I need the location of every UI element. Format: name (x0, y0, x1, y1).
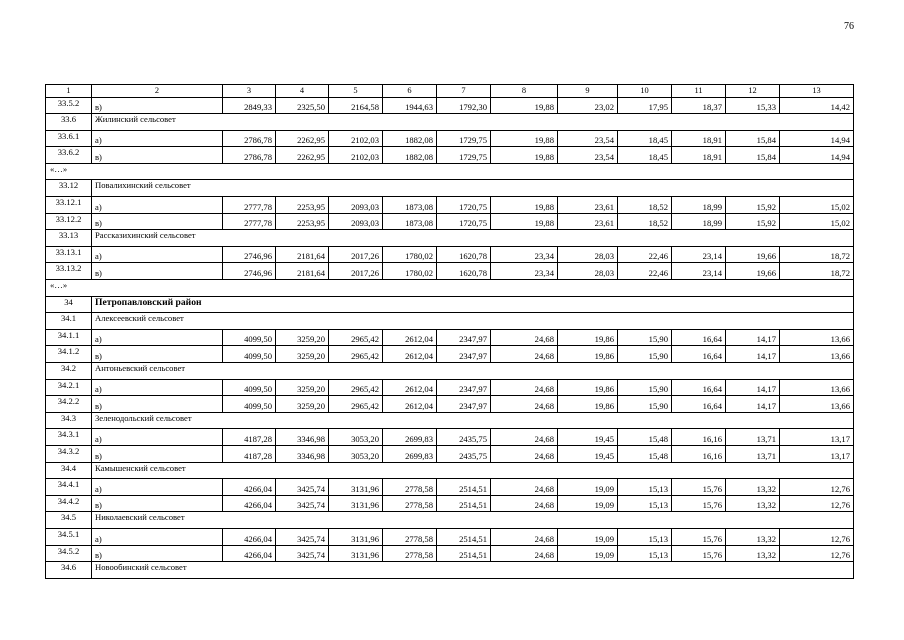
value-cell: 15,13 (618, 495, 672, 512)
page-number: 76 (844, 21, 854, 32)
section-name: Повалихинский сельсовет (92, 180, 854, 197)
value-cell: 4266,04 (223, 495, 276, 512)
value-cell: 3425,74 (276, 545, 329, 562)
value-cell: 13,32 (726, 479, 780, 496)
value-cell: 15,92 (726, 213, 780, 230)
column-number-cell: 7 (437, 85, 491, 98)
table-row (46, 396, 854, 413)
row-label: в) (92, 545, 223, 562)
value-cell: 2164,58 (329, 97, 383, 114)
row-code: 33.12.1 (46, 197, 92, 214)
row-label: а) (92, 528, 223, 545)
value-cell: 24,68 (491, 396, 558, 413)
row-code: 33.5.2 (46, 97, 92, 114)
value-cell: 18,72 (780, 263, 854, 280)
value-cell: 2514,51 (437, 479, 491, 496)
row-label: а) (92, 329, 223, 346)
value-cell: 15,84 (726, 130, 780, 147)
value-cell: 15,92 (726, 197, 780, 214)
value-cell: 23,14 (672, 263, 726, 280)
column-number-cell: 12 (726, 85, 780, 98)
column-number-cell: 2 (92, 85, 223, 98)
value-cell: 19,86 (558, 329, 618, 346)
table-row (46, 479, 854, 496)
council-header-row (46, 114, 854, 131)
row-code: 34.3.1 (46, 429, 92, 446)
table-row (46, 147, 854, 164)
value-cell: 13,32 (726, 545, 780, 562)
value-cell: 16,64 (672, 396, 726, 413)
council-header-row (46, 230, 854, 247)
value-cell: 2786,78 (223, 130, 276, 147)
value-cell: 16,64 (672, 346, 726, 363)
value-cell: 19,88 (491, 147, 558, 164)
column-number-cell: 13 (780, 85, 854, 98)
value-cell: 15,13 (618, 479, 672, 496)
value-cell: 2093,03 (329, 197, 383, 214)
table-row (46, 528, 854, 545)
value-cell: 2746,96 (223, 246, 276, 263)
value-cell: 1873,08 (383, 197, 437, 214)
row-label: а) (92, 479, 223, 496)
value-cell: 18,99 (672, 213, 726, 230)
value-cell: 2435,75 (437, 445, 491, 462)
value-cell: 2778,58 (383, 528, 437, 545)
value-cell: 3131,96 (329, 545, 383, 562)
value-cell: 24,68 (491, 445, 558, 462)
value-cell: 15,76 (672, 545, 726, 562)
value-cell: 1620,78 (437, 246, 491, 263)
value-cell: 15,76 (672, 479, 726, 496)
column-number-cell: 3 (223, 85, 276, 98)
value-cell: 15,02 (780, 213, 854, 230)
row-code: 34.2.1 (46, 379, 92, 396)
value-cell: 24,68 (491, 545, 558, 562)
value-cell: 23,61 (558, 197, 618, 214)
section-name: Жилинский сельсовет (92, 114, 854, 131)
value-cell: 2181,64 (276, 263, 329, 280)
row-code: 34.2.2 (46, 396, 92, 413)
row-code: 34.4.1 (46, 479, 92, 496)
section-code: 34.5 (46, 512, 92, 529)
table-row (46, 379, 854, 396)
district-header-row (46, 296, 854, 313)
value-cell: 24,68 (491, 495, 558, 512)
table-row (46, 246, 854, 263)
row-code: 34.1.2 (46, 346, 92, 363)
value-cell: 3259,20 (276, 396, 329, 413)
value-cell: 14,17 (726, 396, 780, 413)
section-name: Новообинский сельсовет (92, 562, 854, 579)
value-cell: 2017,26 (329, 246, 383, 263)
tariff-table (45, 84, 854, 579)
value-cell: 19,88 (491, 130, 558, 147)
row-label: а) (92, 130, 223, 147)
value-cell: 16,16 (672, 429, 726, 446)
section-code: 33.12 (46, 180, 92, 197)
value-cell: 18,45 (618, 147, 672, 164)
value-cell: 3346,98 (276, 445, 329, 462)
value-cell: 13,32 (726, 495, 780, 512)
council-header-row (46, 180, 854, 197)
value-cell: 2017,26 (329, 263, 383, 280)
table-row (46, 545, 854, 562)
value-cell: 15,84 (726, 147, 780, 164)
section-code: 34.6 (46, 562, 92, 579)
value-cell: 18,99 (672, 197, 726, 214)
value-cell: 14,94 (780, 130, 854, 147)
value-cell: 2435,75 (437, 429, 491, 446)
row-label: а) (92, 379, 223, 396)
value-cell: 2612,04 (383, 396, 437, 413)
value-cell: 2253,95 (276, 213, 329, 230)
value-cell: 24,68 (491, 379, 558, 396)
value-cell: 14,42 (780, 97, 854, 114)
value-cell: 15,90 (618, 329, 672, 346)
table-row (46, 346, 854, 363)
value-cell: 3259,20 (276, 379, 329, 396)
row-code: 33.12.2 (46, 213, 92, 230)
value-cell: 15,33 (726, 97, 780, 114)
value-cell: 3259,20 (276, 346, 329, 363)
value-cell: 1729,75 (437, 130, 491, 147)
value-cell: 4187,28 (223, 445, 276, 462)
value-cell: 2102,03 (329, 147, 383, 164)
value-cell: 24,68 (491, 429, 558, 446)
value-cell: 14,17 (726, 379, 780, 396)
value-cell: 24,68 (491, 528, 558, 545)
value-cell: 13,66 (780, 346, 854, 363)
value-cell: 4099,50 (223, 396, 276, 413)
column-number-cell: 5 (329, 85, 383, 98)
section-name: Антоньевский сельсовет (92, 363, 854, 380)
omission-marker: «…» (46, 163, 854, 180)
row-label: в) (92, 263, 223, 280)
value-cell: 1620,78 (437, 263, 491, 280)
value-cell: 12,76 (780, 545, 854, 562)
column-number-row (46, 85, 854, 98)
value-cell: 23,54 (558, 130, 618, 147)
section-code: 34.4 (46, 462, 92, 479)
value-cell: 3131,96 (329, 528, 383, 545)
council-header-row (46, 412, 854, 429)
value-cell: 2746,96 (223, 263, 276, 280)
section-code: 33.13 (46, 230, 92, 247)
row-code: 34.5.2 (46, 545, 92, 562)
value-cell: 3053,20 (329, 445, 383, 462)
value-cell: 3346,98 (276, 429, 329, 446)
value-cell: 19,45 (558, 445, 618, 462)
value-cell: 13,32 (726, 528, 780, 545)
section-code: 34.1 (46, 313, 92, 330)
column-number-cell: 6 (383, 85, 437, 98)
section-name: Зеленодольский сельсовет (92, 412, 854, 429)
table-row (46, 130, 854, 147)
value-cell: 3131,96 (329, 479, 383, 496)
table-row (46, 213, 854, 230)
omission-marker: «…» (46, 280, 854, 297)
value-cell: 2778,58 (383, 479, 437, 496)
row-code: 34.3.2 (46, 445, 92, 462)
table-row (46, 97, 854, 114)
value-cell: 2093,03 (329, 213, 383, 230)
value-cell: 13,71 (726, 429, 780, 446)
section-name: Камышенский сельсовет (92, 462, 854, 479)
value-cell: 1720,75 (437, 197, 491, 214)
value-cell: 13,66 (780, 379, 854, 396)
column-number-cell: 9 (558, 85, 618, 98)
value-cell: 22,46 (618, 246, 672, 263)
value-cell: 16,16 (672, 445, 726, 462)
council-header-row (46, 313, 854, 330)
section-code: 34.3 (46, 412, 92, 429)
value-cell: 1720,75 (437, 213, 491, 230)
column-number-cell: 4 (276, 85, 329, 98)
value-cell: 19,09 (558, 479, 618, 496)
value-cell: 16,64 (672, 329, 726, 346)
section-name: Алексеевский сельсовет (92, 313, 854, 330)
value-cell: 2965,42 (329, 346, 383, 363)
value-cell: 2777,78 (223, 197, 276, 214)
value-cell: 2786,78 (223, 147, 276, 164)
value-cell: 19,86 (558, 396, 618, 413)
value-cell: 2699,83 (383, 445, 437, 462)
value-cell: 19,66 (726, 246, 780, 263)
value-cell: 2965,42 (329, 329, 383, 346)
table-row (46, 445, 854, 462)
value-cell: 4266,04 (223, 528, 276, 545)
value-cell: 2699,83 (383, 429, 437, 446)
value-cell: 19,09 (558, 545, 618, 562)
table-row (46, 263, 854, 280)
value-cell: 1780,02 (383, 263, 437, 280)
value-cell: 2347,97 (437, 396, 491, 413)
section-name: Петропавловский район (92, 296, 854, 313)
value-cell: 18,52 (618, 213, 672, 230)
column-number-cell: 11 (672, 85, 726, 98)
section-name: Николаевский сельсовет (92, 512, 854, 529)
value-cell: 23,54 (558, 147, 618, 164)
value-cell: 3425,74 (276, 495, 329, 512)
value-cell: 2612,04 (383, 329, 437, 346)
value-cell: 1792,30 (437, 97, 491, 114)
value-cell: 13,66 (780, 329, 854, 346)
value-cell: 4099,50 (223, 329, 276, 346)
value-cell: 3425,74 (276, 528, 329, 545)
value-cell: 15,76 (672, 528, 726, 545)
value-cell: 3131,96 (329, 495, 383, 512)
value-cell: 12,76 (780, 528, 854, 545)
value-cell: 2777,78 (223, 213, 276, 230)
column-number-cell: 10 (618, 85, 672, 98)
value-cell: 19,88 (491, 197, 558, 214)
value-cell: 18,37 (672, 97, 726, 114)
omission-row (46, 163, 854, 180)
value-cell: 15,48 (618, 429, 672, 446)
value-cell: 1944,63 (383, 97, 437, 114)
row-code: 33.6.2 (46, 147, 92, 164)
value-cell: 2612,04 (383, 379, 437, 396)
value-cell: 15,90 (618, 346, 672, 363)
value-cell: 3053,20 (329, 429, 383, 446)
value-cell: 14,17 (726, 346, 780, 363)
value-cell: 2347,97 (437, 329, 491, 346)
value-cell: 18,91 (672, 130, 726, 147)
value-cell: 1882,08 (383, 130, 437, 147)
section-code: 34.2 (46, 363, 92, 380)
value-cell: 2514,51 (437, 528, 491, 545)
value-cell: 1780,02 (383, 246, 437, 263)
council-header-row (46, 462, 854, 479)
value-cell: 4099,50 (223, 346, 276, 363)
row-label: а) (92, 429, 223, 446)
table-body (46, 85, 854, 579)
table-row (46, 429, 854, 446)
value-cell: 13,17 (780, 429, 854, 446)
value-cell: 15,02 (780, 197, 854, 214)
value-cell: 23,14 (672, 246, 726, 263)
column-number-cell: 8 (491, 85, 558, 98)
value-cell: 28,03 (558, 246, 618, 263)
value-cell: 2612,04 (383, 346, 437, 363)
value-cell: 2965,42 (329, 396, 383, 413)
row-label: а) (92, 197, 223, 214)
row-code: 34.4.2 (46, 495, 92, 512)
row-code: 33.13.1 (46, 246, 92, 263)
value-cell: 13,66 (780, 396, 854, 413)
value-cell: 23,61 (558, 213, 618, 230)
value-cell: 23,02 (558, 97, 618, 114)
value-cell: 2514,51 (437, 495, 491, 512)
value-cell: 4099,50 (223, 379, 276, 396)
value-cell: 19,09 (558, 495, 618, 512)
value-cell: 2778,58 (383, 545, 437, 562)
value-cell: 4187,28 (223, 429, 276, 446)
value-cell: 2849,33 (223, 97, 276, 114)
value-cell: 15,90 (618, 396, 672, 413)
row-code: 34.1.1 (46, 329, 92, 346)
value-cell: 2778,58 (383, 495, 437, 512)
value-cell: 18,72 (780, 246, 854, 263)
value-cell: 18,45 (618, 130, 672, 147)
value-cell: 13,17 (780, 445, 854, 462)
row-label: а) (92, 246, 223, 263)
value-cell: 19,45 (558, 429, 618, 446)
value-cell: 17,95 (618, 97, 672, 114)
value-cell: 18,91 (672, 147, 726, 164)
value-cell: 15,13 (618, 545, 672, 562)
value-cell: 2262,95 (276, 130, 329, 147)
value-cell: 19,66 (726, 263, 780, 280)
value-cell: 14,94 (780, 147, 854, 164)
value-cell: 16,64 (672, 379, 726, 396)
value-cell: 2262,95 (276, 147, 329, 164)
value-cell: 12,76 (780, 495, 854, 512)
value-cell: 19,09 (558, 528, 618, 545)
value-cell: 24,68 (491, 479, 558, 496)
value-cell: 2253,95 (276, 197, 329, 214)
value-cell: 1873,08 (383, 213, 437, 230)
value-cell: 3425,74 (276, 479, 329, 496)
council-header-row (46, 512, 854, 529)
value-cell: 28,03 (558, 263, 618, 280)
council-header-row (46, 562, 854, 579)
table-row (46, 197, 854, 214)
row-code: 33.6.1 (46, 130, 92, 147)
value-cell: 2325,50 (276, 97, 329, 114)
value-cell: 2347,97 (437, 379, 491, 396)
row-label: в) (92, 495, 223, 512)
row-label: в) (92, 346, 223, 363)
value-cell: 22,46 (618, 263, 672, 280)
value-cell: 2965,42 (329, 379, 383, 396)
row-label: в) (92, 396, 223, 413)
value-cell: 2347,97 (437, 346, 491, 363)
value-cell: 4266,04 (223, 545, 276, 562)
value-cell: 15,90 (618, 379, 672, 396)
value-cell: 15,48 (618, 445, 672, 462)
value-cell: 1882,08 (383, 147, 437, 164)
value-cell: 15,76 (672, 495, 726, 512)
value-cell: 15,13 (618, 528, 672, 545)
value-cell: 14,17 (726, 329, 780, 346)
omission-row (46, 280, 854, 297)
value-cell: 18,52 (618, 197, 672, 214)
row-label: в) (92, 445, 223, 462)
row-code: 33.13.2 (46, 263, 92, 280)
table-row (46, 495, 854, 512)
row-label: в) (92, 97, 223, 114)
value-cell: 19,88 (491, 97, 558, 114)
value-cell: 2102,03 (329, 130, 383, 147)
value-cell: 23,34 (491, 263, 558, 280)
column-number-cell: 1 (46, 85, 92, 98)
value-cell: 12,76 (780, 479, 854, 496)
section-code: 34 (46, 296, 92, 313)
value-cell: 24,68 (491, 329, 558, 346)
value-cell: 3259,20 (276, 329, 329, 346)
value-cell: 1729,75 (437, 147, 491, 164)
value-cell: 2181,64 (276, 246, 329, 263)
value-cell: 19,86 (558, 346, 618, 363)
section-code: 33.6 (46, 114, 92, 131)
value-cell: 4266,04 (223, 479, 276, 496)
row-label: в) (92, 147, 223, 164)
table-row (46, 329, 854, 346)
row-code: 34.5.1 (46, 528, 92, 545)
value-cell: 2514,51 (437, 545, 491, 562)
value-cell: 13,71 (726, 445, 780, 462)
value-cell: 19,88 (491, 213, 558, 230)
council-header-row (46, 363, 854, 380)
value-cell: 23,34 (491, 246, 558, 263)
section-name: Рассказихинский сельсовет (92, 230, 854, 247)
row-label: в) (92, 213, 223, 230)
value-cell: 19,86 (558, 379, 618, 396)
value-cell: 24,68 (491, 346, 558, 363)
